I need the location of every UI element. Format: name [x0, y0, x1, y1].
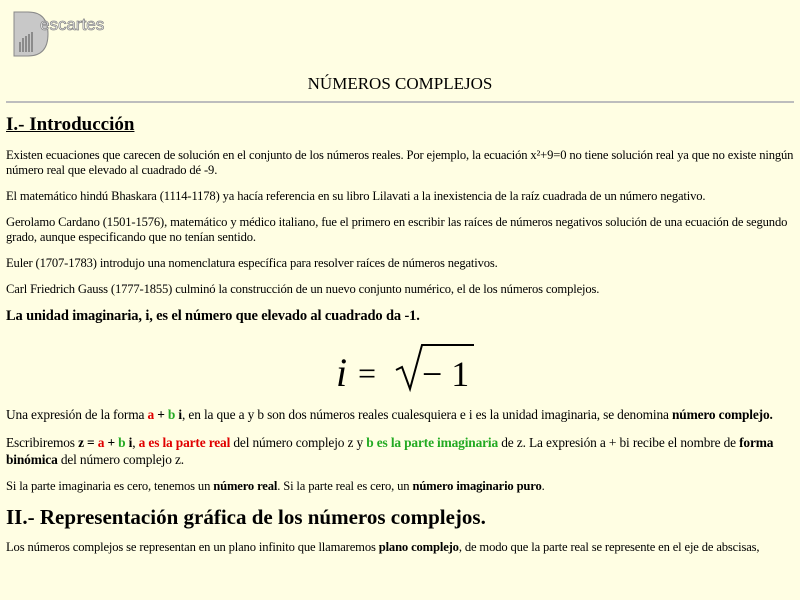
paragraph: Existen ecuaciones que carecen de solución en el conjunto de los números reales. Por ejemplo, la ecuación x²+9=0 no tiene solución real ya que no existe ningún número real que elevado al cuadrado dé -9.: [6, 148, 794, 177]
paragraph-binomial-form: Escribiremos z = a + b i, a es la parte real del número complejo z y b es la parte imaginaria de z. La expresión a + bi recibe el nombre de forma binómica del número complejo z.: [6, 435, 774, 467]
paragraph-complex-form: Una expresión de la forma a + b i, en la que a y b son dos números reales cualesquiera e i es la unidad imaginaria, se denomina número complejo.: [6, 407, 773, 422]
paragraph: Carl Friedrich Gauss (1777-1855) culminó la construcción de un nuevo conjunto numérico, el de los números complejos.: [6, 282, 600, 296]
main-content: [6, 114, 796, 566]
paragraph-real-imaginary: Si la parte imaginaria es cero, tenemos un número real. Si la parte real es cero, un número imaginario puro.: [6, 479, 545, 493]
section-heading-representacion: II.- Representación gráfica de los números complejos.: [6, 505, 486, 529]
page-title: NÚMEROS COMPLEJOS: [307, 74, 493, 93]
formula-lhs: i: [336, 350, 348, 395]
section-heading-introduccion: I.- Introducción: [6, 114, 135, 135]
formula-equals: =: [358, 355, 377, 391]
formula-radicand: − 1: [422, 354, 470, 394]
paragraph: Euler (1707-1783) introdujo una nomenclatura específica para resolver raíces de números negativos.: [6, 256, 498, 270]
svg-text:escartes: escartes: [40, 15, 105, 34]
paragraph: Los números complejos se representan en un plano infinito que llamaremos plano complejo, de modo que la parte real se represente en el eje de abscisas,: [6, 540, 760, 554]
formula-imaginary-unit: [6, 336, 796, 406]
paragraph: El matemático hindú Bhaskara (1114-1178) ya hacía referencia en su libro Lilavati a la inexistencia de la raíz cuadrada de un número negativo.: [6, 189, 706, 203]
imaginary-unit-definition: La unidad imaginaria, i, es el número que elevado al cuadrado da -1.: [6, 308, 420, 324]
paragraph: Gerolamo Cardano (1501-1576), matemático y médico italiano, fue el primero en escribir las raíces de números negativos solución de una ecuación de segundo grado, aunque especificando que no tenían sentido.: [6, 215, 788, 244]
descartes-logo[interactable]: [10, 8, 112, 58]
divider: [6, 101, 794, 103]
